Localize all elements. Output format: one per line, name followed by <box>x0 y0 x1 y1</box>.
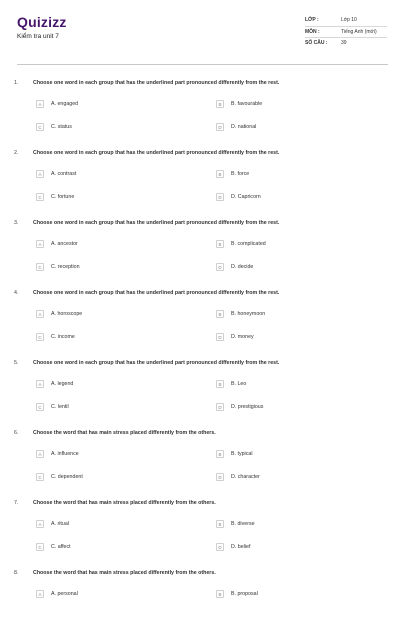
question-list <box>0 76 400 636</box>
option-d[interactable] <box>216 263 253 271</box>
option-d[interactable] <box>216 473 260 481</box>
question-text: Choose the word that has main stress placed differently from the others. <box>33 500 216 506</box>
question-item <box>0 566 400 636</box>
question-number: 4. <box>14 290 19 296</box>
option-a[interactable] <box>36 520 69 528</box>
option-b[interactable] <box>216 310 265 318</box>
option-letter-box: D <box>216 333 224 341</box>
option-text: D. belief <box>231 544 251 550</box>
option-letter-box: D <box>216 123 224 131</box>
option-text: C. dependent <box>51 474 83 480</box>
option-d[interactable] <box>216 193 261 201</box>
option-b[interactable] <box>216 590 258 598</box>
question-text: Choose one word in each group that has the underlined part pronounced differently from the rest. <box>33 220 280 226</box>
option-text: C. lentil <box>51 404 69 410</box>
option-letter-box: A <box>36 100 44 108</box>
option-c[interactable] <box>36 403 69 411</box>
option-letter-box: B <box>216 240 224 248</box>
question-text: Choose one word in each group that has the underlined part pronounced differently from the rest. <box>33 150 280 156</box>
option-letter-box: B <box>216 100 224 108</box>
option-b[interactable] <box>216 520 255 528</box>
question-item <box>0 496 400 566</box>
option-text: D. money <box>231 334 254 340</box>
option-a[interactable] <box>36 100 78 108</box>
option-b[interactable] <box>216 450 253 458</box>
meta-value: Lớp 10 <box>341 17 357 24</box>
meta-info <box>305 15 387 49</box>
option-letter-box: A <box>36 380 44 388</box>
option-letter-box: C <box>36 193 44 201</box>
option-c[interactable] <box>36 193 74 201</box>
option-text: B. Leo <box>231 381 247 387</box>
option-text: D. prestigious <box>231 404 264 410</box>
option-text: A. personal <box>51 591 78 597</box>
option-text: B. proposal <box>231 591 258 597</box>
option-text: A. contrast <box>51 171 77 177</box>
option-text: A. ritual <box>51 521 69 527</box>
option-b[interactable] <box>216 240 266 248</box>
option-letter-box: A <box>36 240 44 248</box>
option-b[interactable] <box>216 380 246 388</box>
option-letter-box: A <box>36 170 44 178</box>
option-text: B. typical <box>231 451 253 457</box>
option-a[interactable] <box>36 590 78 598</box>
option-text: A. engaged <box>51 101 79 107</box>
option-text: A. influence <box>51 451 79 457</box>
option-a[interactable] <box>36 310 82 318</box>
question-number: 1. <box>14 80 19 86</box>
option-d[interactable] <box>216 333 254 341</box>
question-number: 3. <box>14 220 19 226</box>
question-text: Choose the word that has main stress placed differently from the others. <box>33 430 216 436</box>
option-letter-box: C <box>36 263 44 271</box>
question-number: 6. <box>14 430 19 436</box>
question-item <box>0 286 400 356</box>
option-c[interactable] <box>36 543 71 551</box>
option-letter-box: C <box>36 403 44 411</box>
option-c[interactable] <box>36 473 83 481</box>
option-letter-box: B <box>216 590 224 598</box>
option-text: B. force <box>231 171 250 177</box>
option-text: A. horoscope <box>51 311 83 317</box>
option-letter-box: A <box>36 310 44 318</box>
question-text: Choose one word in each group that has the underlined part pronounced differently from the rest. <box>33 80 280 86</box>
option-d[interactable] <box>216 123 256 131</box>
option-letter-box: B <box>216 450 224 458</box>
option-letter-box: D <box>216 263 224 271</box>
option-letter-box: C <box>36 543 44 551</box>
option-letter-box: A <box>36 590 44 598</box>
option-c[interactable] <box>36 123 72 131</box>
option-letter-box: C <box>36 123 44 131</box>
option-text: C. status <box>51 124 72 130</box>
option-a[interactable] <box>36 170 76 178</box>
option-text: C. affect <box>51 544 71 550</box>
meta-value: Tiếng Anh (mới) <box>341 28 377 35</box>
question-item <box>0 146 400 216</box>
option-text: C. fortune <box>51 194 75 200</box>
meta-label: MÔN : <box>305 28 320 35</box>
question-text: Choose one word in each group that has the underlined part pronounced differently from the rest. <box>33 290 280 296</box>
option-text: B. complicated <box>231 241 266 247</box>
meta-row-subject <box>305 27 387 39</box>
question-item <box>0 76 400 146</box>
option-d[interactable] <box>216 543 250 551</box>
option-text: A. ancestor <box>51 241 78 247</box>
option-text: B. diverse <box>231 521 255 527</box>
option-letter-box: C <box>36 473 44 481</box>
option-c[interactable] <box>36 333 75 341</box>
option-text: A. legend <box>51 381 74 387</box>
question-number: 7. <box>14 500 19 506</box>
question-text: Choose the word that has main stress placed differently from the others. <box>33 570 216 576</box>
header-divider <box>17 64 388 65</box>
document-title: Kiểm tra unit 7 <box>17 33 59 40</box>
option-text: D. national <box>231 124 257 130</box>
option-letter-box: D <box>216 193 224 201</box>
option-letter-box: B <box>216 170 224 178</box>
question-item <box>0 426 400 496</box>
option-letter-box: A <box>36 450 44 458</box>
quizizz-logo <box>17 14 67 30</box>
option-letter-box: A <box>36 520 44 528</box>
option-text: D. character <box>231 474 260 480</box>
option-letter-box: B <box>216 520 224 528</box>
question-number: 5. <box>14 360 19 366</box>
option-text: C. income <box>51 334 75 340</box>
option-text: D. decide <box>231 264 254 270</box>
option-letter-box: D <box>216 543 224 551</box>
option-a[interactable] <box>36 380 73 388</box>
question-text: Choose one word in each group that has the underlined part pronounced differently from the rest. <box>33 360 280 366</box>
option-a[interactable] <box>36 240 78 248</box>
option-letter-box: D <box>216 473 224 481</box>
option-letter-box: B <box>216 380 224 388</box>
meta-label: SỐ CÂU : <box>305 40 328 47</box>
option-text: D. Capricorn <box>231 194 261 200</box>
question-number: 8. <box>14 570 19 576</box>
question-item <box>0 216 400 286</box>
option-text: C. reception <box>51 264 80 270</box>
option-text: B. honeymoon <box>231 311 266 317</box>
meta-row-class <box>305 15 387 27</box>
option-b[interactable] <box>216 170 249 178</box>
option-a[interactable] <box>36 450 79 458</box>
option-letter-box: B <box>216 310 224 318</box>
option-text: B. favourable <box>231 101 263 107</box>
option-letter-box: C <box>36 333 44 341</box>
meta-value: 39 <box>341 40 347 47</box>
question-number: 2. <box>14 150 19 156</box>
question-item <box>0 356 400 426</box>
brand-name: Quizizz <box>17 14 67 30</box>
meta-row-count <box>305 38 387 49</box>
option-d[interactable] <box>216 403 263 411</box>
option-c[interactable] <box>36 263 80 271</box>
option-letter-box: D <box>216 403 224 411</box>
option-b[interactable] <box>216 100 262 108</box>
meta-label: LỚP : <box>305 17 319 24</box>
